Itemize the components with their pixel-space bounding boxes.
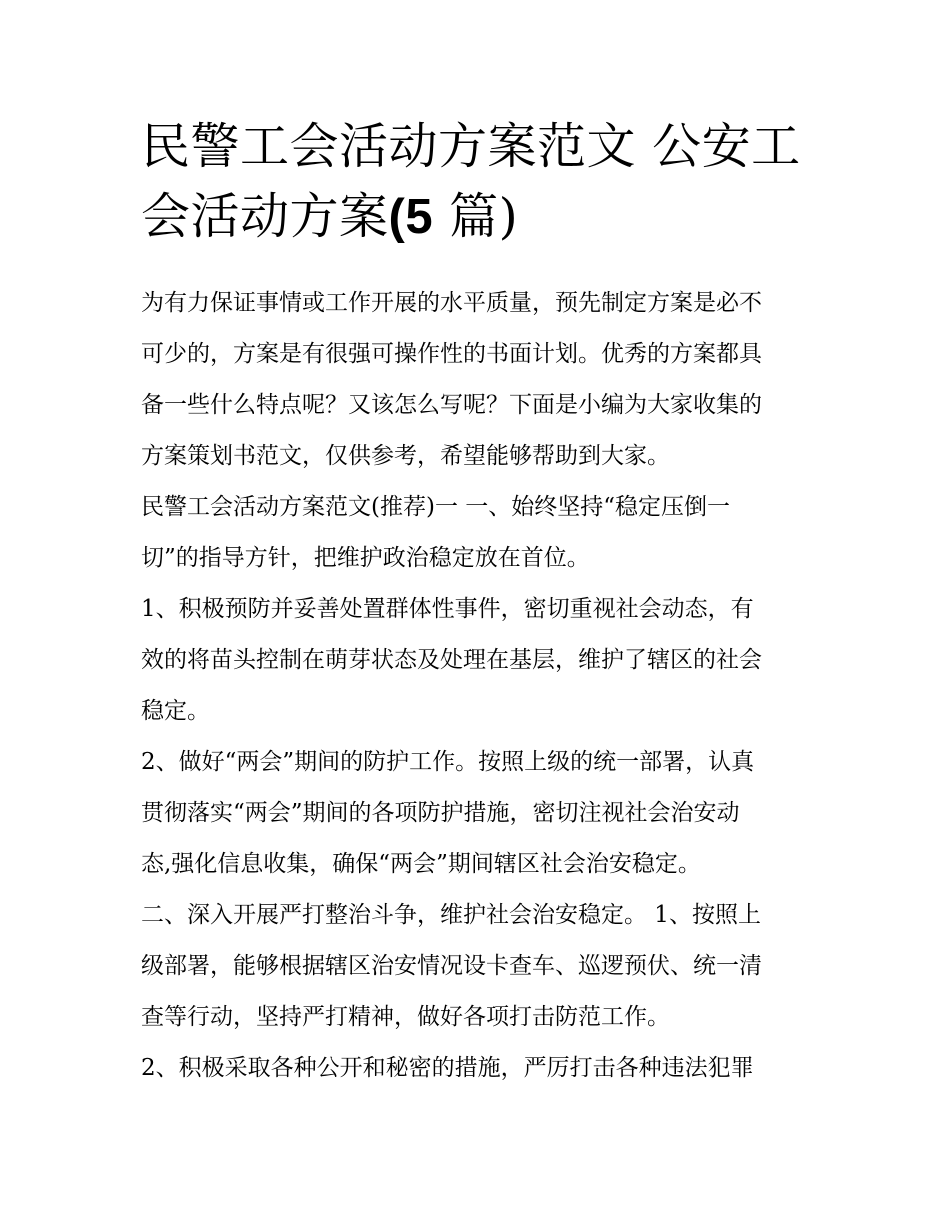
title-line-2-text: 会活动方案 [141,188,389,245]
title-line-2 [141,182,821,252]
title-count-suffix: 篇) [433,188,519,245]
paragraph-section-2 [141,890,821,1043]
paragraph-line: 查等行动，坚持严打精神，做好各项打击防范工作。 [141,1004,670,1030]
title-count: (5 [388,190,434,244]
paragraph-line: 效的将苗头控制在萌芽状态及处理在基层，维护了辖区的社会 [141,647,762,673]
paragraph-item-2b [141,1043,821,1094]
paragraph-line: 方案策划书范文，仅供参考，希望能够帮助到大家。 [141,443,670,469]
document-body [141,278,821,1094]
paragraph-item-2 [141,737,821,890]
paragraph-line: 1、积极预防并妥善处置群体性事件，密切重视社会动态，有 [141,596,754,622]
document-title [141,112,821,252]
paragraph-line: 民警工会活动方案范文(推荐)一 一、始终坚持“稳定压倒一 [141,494,731,520]
paragraph-line: 可少的，方案是有很强可操作性的书面计划。优秀的方案都具 [141,341,762,367]
paragraph-line: 备一些什么特点呢？又该怎么写呢？下面是小编为大家收集的 [141,392,762,418]
paragraph-line: 切”的指导方针，把维护政治稳定放在首位。 [141,545,590,571]
paragraph-item-1 [141,584,821,737]
paragraph-line: 稳定。 [141,698,210,724]
paragraph-line: 级部署，能够根据辖区治安情况设卡查车、巡逻预伏、统一清 [141,953,762,979]
paragraph-line: 2、积极采取各种公开和秘密的措施，严厉打击各种违法犯罪 [141,1055,754,1081]
paragraph-section-1 [141,482,821,584]
paragraph-line: 态,强化信息收集，确保“两会”期间辖区社会治安稳定。 [141,851,701,877]
title-line-1: 民警工会活动方案范文 公安工 [141,118,801,175]
paragraph-line: 二、深入开展严打整治斗争，维护社会治安稳定。 1、按照上 [141,902,761,928]
paragraph-line: 为有力保证事情或工作开展的水平质量，预先制定方案是必不 [141,290,762,316]
paragraph-line: 2、做好“两会”期间的防护工作。按照上级的统一部署，认真 [141,749,755,775]
paragraph-intro [141,278,821,482]
paragraph-line: 贯彻落实“两会”期间的各项防护措施，密切注视社会治安动 [141,800,740,826]
